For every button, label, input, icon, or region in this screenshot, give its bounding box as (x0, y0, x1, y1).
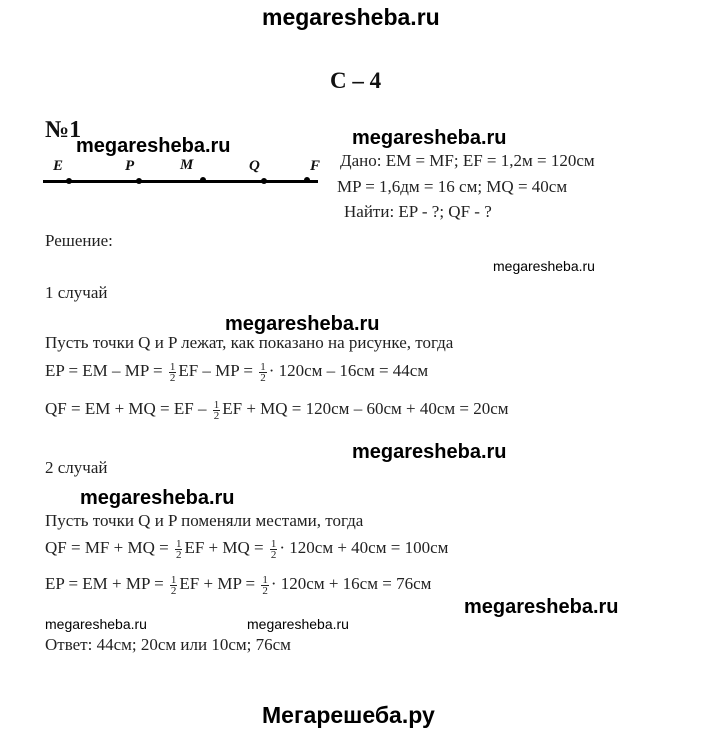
case1-eq2-part-a: QF = EM + MQ = EF – (45, 399, 211, 418)
watermark-inline-1: megaresheba.ru (76, 135, 231, 157)
fraction-half (270, 539, 278, 560)
case2-label: 2 случай (45, 458, 108, 477)
fraction-denominator: 2 (262, 584, 268, 597)
case2-eq2-part-c: · 120см + 16см = 76см (270, 574, 432, 593)
watermark-top: megaresheba.ru (262, 4, 440, 30)
case1-eq2-part-b: EF + MQ = 120см – 60см + 40см = 20см (222, 399, 509, 418)
fraction-half (169, 362, 177, 383)
case2-equation-2 (45, 574, 431, 596)
case1-equation-2 (45, 399, 509, 421)
watermark-bottom: Мегарешеба.ру (262, 702, 435, 728)
point-p-dot (136, 178, 142, 184)
case1-eq1-part-c: · 120см – 16см = 44см (268, 361, 429, 380)
fraction-half (175, 539, 183, 560)
case1-label: 1 случай (45, 283, 108, 302)
fraction-numerator: 1 (169, 360, 176, 373)
case2-eq1-part-c: · 120см + 40см = 100см (279, 538, 449, 557)
watermark-small-2: megaresheba.ru (45, 616, 147, 632)
watermark-inline-4: megaresheba.ru (352, 441, 507, 463)
problem-number: №1 (45, 117, 82, 143)
case2-intro: Пусть точки Q и P поменяли местами, тогда (45, 511, 364, 530)
case2-equation-1 (45, 538, 448, 560)
watermark-inline-6: megaresheba.ru (464, 596, 619, 618)
fraction-denominator: 2 (170, 584, 177, 597)
point-label-f: F (310, 158, 321, 174)
fraction-half (170, 575, 178, 596)
fraction-denominator: 2 (169, 371, 176, 384)
point-m-dot (200, 177, 206, 183)
fraction-numerator: 1 (213, 398, 220, 411)
case2-eq1-part-a: QF = MF + MQ = (45, 538, 173, 557)
fraction-numerator: 1 (175, 537, 182, 550)
point-label-p: P (125, 158, 135, 174)
watermark-inline-3: megaresheba.ru (225, 313, 380, 335)
fraction-denominator: 2 (213, 409, 220, 422)
point-label-m: M (180, 157, 194, 173)
fraction-numerator: 1 (262, 573, 268, 586)
fraction-half (259, 362, 267, 383)
case2-eq1-part-b: EF + MQ = (184, 538, 268, 557)
case2-eq2-part-b: EF + MP = (179, 574, 260, 593)
solution-label: Решение: (45, 231, 113, 250)
fraction-half (213, 400, 221, 421)
segment-line (43, 180, 318, 183)
case1-eq1-part-a: EP = EM – MP = (45, 361, 167, 380)
fraction-numerator: 1 (260, 360, 266, 373)
case1-equation-1 (45, 361, 428, 383)
point-label-q: Q (249, 158, 260, 174)
given-line-1: Дано: EM = MF; EF = 1,2м = 120см (340, 151, 595, 170)
fraction-half (261, 575, 269, 596)
find-line: Найти: EP - ?; QF - ? (344, 202, 492, 221)
section-title: С – 4 (330, 68, 382, 93)
fraction-numerator: 1 (270, 537, 277, 550)
point-label-e: E (53, 158, 64, 174)
answer-line: Ответ: 44см; 20см или 10см; 76см (45, 635, 291, 654)
point-q-dot (261, 178, 267, 184)
given-line-2: MP = 1,6дм = 16 см; MQ = 40см (337, 177, 568, 196)
fraction-denominator: 2 (270, 548, 277, 561)
case2-eq2-part-a: EP = EM + MP = (45, 574, 168, 593)
watermark-small-3: megaresheba.ru (247, 616, 349, 632)
fraction-denominator: 2 (260, 371, 266, 384)
case1-eq1-part-b: EF – MP = (178, 361, 258, 380)
point-f-dot (304, 177, 310, 183)
case1-intro: Пусть точки Q и P лежат, как показано на рисунке, тогда (45, 333, 454, 352)
watermark-small-1: megaresheba.ru (493, 258, 595, 274)
watermark-inline-2: megaresheba.ru (352, 127, 507, 149)
watermark-inline-5: megaresheba.ru (80, 487, 235, 509)
point-e-dot (66, 178, 72, 184)
fraction-numerator: 1 (170, 573, 177, 586)
fraction-denominator: 2 (175, 548, 182, 561)
